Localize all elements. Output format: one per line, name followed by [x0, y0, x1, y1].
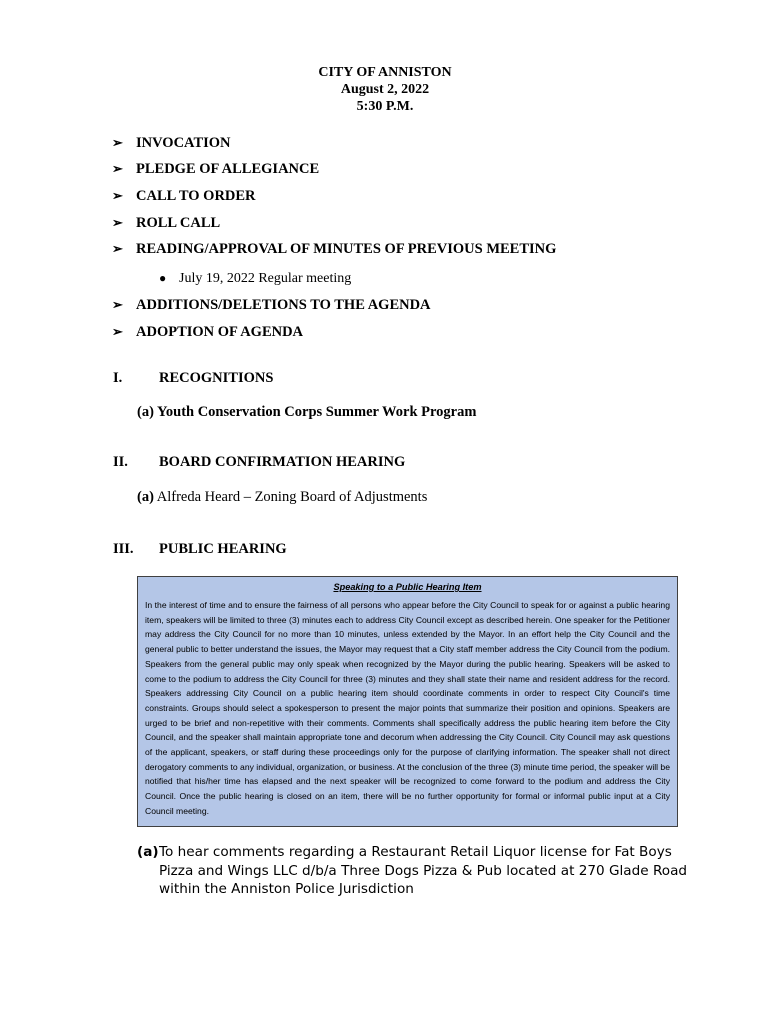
item-text: To hear comments regarding a Restaurant Retail Liquor license for Fat Boys Pizza and Wings LLC d/b/a Three Dogs Pizza & Pub located at 270 Glade Road within the Anniston Police Jurisdiction — [159, 844, 688, 897]
board-confirmation-item — [137, 489, 427, 506]
city-name: CITY OF ANNISTON — [318, 65, 452, 80]
arrow-bullet-icon: ➢ — [112, 135, 123, 150]
minutes-sub-item: ● July 19, 2022 Regular meeting — [159, 271, 352, 286]
arrow-bullet-icon: ➢ — [112, 161, 123, 176]
item-label: (a) — [137, 404, 154, 420]
section-heading-public-hearing — [113, 541, 287, 558]
meeting-time: 5:30 P.M. — [356, 99, 414, 114]
item-label: (a) — [137, 844, 159, 860]
notice-body: In the interest of time and to ensure the fairness of all persons who appear before the City Council to speak for or against a public hearing item, speakers will be limited to three (3) minutes each to address City Council except as described herein. One speaker for the Petitioner may address the City Council for no more than 10 minutes, unless extended by the Mayor. In an effort help the City Council and the general public to better understand the issues, the Mayor may request that a City staff member address the City Council from the podium. Speakers from the general public may only speak when recognized by the Mayor during the public hearing. Speakers will be asked to come to the podium to address the City Council for three (3) minutes and they shall state their name and resident address for the record. Speakers addressing City Council on a public hearing item should coordinate comments in order to respect City Council's time constraints. Groups should select a spokesperson to present the major points that summarize their position and opinions. Speakers are urged to be brief and non-repetitive with their comments. Comments shall specifically address the public hearing item before the City Council, and the speaker shall maintain appropriate tone and decorum when addressing the City Council. City Council may ask questions of the applicant, speakers, or staff during these proceedings only for the purpose of clarifying information. The speaker shall not direct derogatory comments to any individual, organization, or business. At the conclusion of the three (3) minute time period, the speaker will be notified that his/her time has elapsed and the next speaker will be recognized to come forward to the podium and address the City Council. Once the public hearing is closed on an item, there will be no further opportunity for formal or informal public input at a City Council meeting. — [145, 600, 670, 816]
agenda-item-roll-call: ➢ ROLL CALL — [112, 215, 221, 231]
agenda-item-minutes: ➢ READING/APPROVAL OF MINUTES OF PREVIOUS MEETING — [112, 241, 557, 257]
public-hearing-notice-box — [137, 576, 678, 827]
section-number: I. — [113, 370, 123, 386]
item-text: Youth Conservation Corps Summer Work Program — [157, 404, 477, 420]
arrow-bullet-icon: ➢ — [112, 297, 123, 312]
section-title: PUBLIC HEARING — [159, 541, 287, 557]
section-heading-recognitions — [113, 370, 273, 387]
arrow-bullet-icon: ➢ — [112, 188, 123, 203]
agenda-item-additions-deletions: ➢ ADDITIONS/DELETIONS TO THE AGENDA — [112, 297, 431, 313]
arrow-bullet-icon: ➢ — [112, 215, 123, 230]
public-hearing-item — [137, 843, 697, 899]
meeting-date: August 2, 2022 — [340, 82, 430, 97]
agenda-item-pledge: ➢ PLEDGE OF ALLEGIANCE — [112, 161, 320, 177]
section-heading-board-confirmation — [113, 454, 405, 471]
recognition-item — [137, 404, 476, 421]
notice-title: Speaking to a Public Hearing Item — [333, 582, 482, 592]
arrow-bullet-icon: ➢ — [112, 241, 123, 256]
agenda-header — [0, 64, 770, 115]
dot-bullet-icon: ● — [159, 271, 167, 285]
section-number: III. — [113, 541, 134, 557]
item-text: Alfreda Heard – Zoning Board of Adjustments — [156, 489, 428, 505]
section-title: BOARD CONFIRMATION HEARING — [159, 454, 406, 470]
section-number: II. — [113, 454, 128, 470]
agenda-item-invocation: ➢ INVOCATION — [112, 135, 231, 151]
arrow-bullet-icon: ➢ — [112, 324, 123, 339]
agenda-item-call-to-order: ➢ CALL TO ORDER — [112, 188, 256, 204]
section-title: RECOGNITIONS — [159, 370, 274, 386]
agenda-item-adoption: ➢ ADOPTION OF AGENDA — [112, 324, 304, 340]
item-label: (a) — [137, 489, 154, 505]
